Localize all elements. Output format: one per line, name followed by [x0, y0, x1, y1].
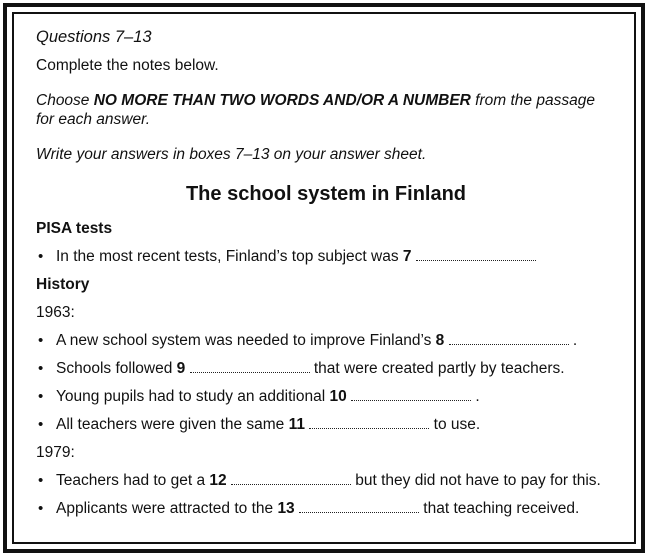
bullet-icon: •	[38, 360, 44, 377]
item-text-after: to use.	[429, 416, 481, 433]
item-text: In the most recent tests, Finland’s top subject was	[56, 248, 403, 265]
note-item-11	[36, 415, 616, 434]
answer-gap-7[interactable]	[416, 250, 536, 261]
item-text-after: .	[568, 332, 578, 349]
inner-frame	[12, 12, 636, 544]
item-text: Applicants were attracted to the	[56, 500, 278, 517]
instruction-write: Write your answers in boxes 7–13 on your answer sheet.	[36, 146, 427, 163]
questions-heading: Questions 7–13	[36, 28, 152, 46]
item-text: Teachers had to get a	[56, 472, 210, 489]
section-heading-history: History	[36, 276, 90, 293]
note-item-10	[36, 387, 616, 406]
answer-gap-10[interactable]	[351, 390, 471, 401]
answer-gap-12[interactable]	[231, 474, 351, 485]
year-label-1963: 1963:	[36, 304, 75, 321]
item-text-after: .	[471, 388, 480, 405]
instruction-complete: Complete the notes below.	[36, 57, 219, 74]
item-text: All teachers were given the same	[56, 416, 289, 433]
question-number: 11	[288, 416, 306, 433]
answer-gap-11[interactable]	[309, 418, 429, 429]
choose-post: from the passage for each answer.	[36, 92, 595, 128]
instruction-choose	[36, 91, 616, 129]
note-item-12	[36, 471, 616, 490]
answer-gap-8[interactable]	[449, 334, 569, 345]
question-number: 13	[277, 500, 295, 517]
item-text-after: but they did not have to pay for this.	[350, 472, 601, 489]
notes-title: The school system in Finland	[185, 183, 467, 205]
note-item-13	[36, 499, 616, 518]
question-number: 8	[435, 332, 445, 349]
bullet-icon: •	[38, 388, 44, 405]
note-item-9	[36, 359, 616, 378]
answer-gap-9[interactable]	[190, 362, 310, 373]
question-number: 12	[209, 472, 227, 489]
item-text: Young pupils had to study an additional	[56, 388, 330, 405]
outer-frame	[3, 3, 645, 553]
note-item-7	[36, 247, 616, 266]
answer-gap-13[interactable]	[299, 502, 419, 513]
year-label-1979: 1979:	[36, 444, 75, 461]
bullet-icon: •	[38, 472, 44, 489]
bullet-icon: •	[38, 416, 44, 433]
choose-bold: NO MORE THAN TWO WORDS AND/OR A NUMBER	[93, 92, 471, 109]
notes-content	[36, 28, 616, 518]
item-text: Schools followed	[56, 360, 177, 377]
bullet-icon: •	[38, 248, 44, 265]
question-number: 10	[329, 388, 347, 405]
question-number: 7	[402, 248, 412, 265]
question-number: 9	[176, 360, 186, 377]
bullet-icon: •	[38, 500, 44, 517]
section-heading-pisa: PISA tests	[36, 220, 113, 237]
bullet-icon: •	[38, 332, 44, 349]
item-text-after: that were created partly by teachers.	[309, 360, 565, 377]
note-item-8	[36, 331, 616, 350]
item-text: A new school system was needed to improve Finland’s	[56, 332, 436, 349]
item-text-after: that teaching received.	[419, 500, 580, 517]
choose-pre: Choose	[36, 92, 94, 109]
